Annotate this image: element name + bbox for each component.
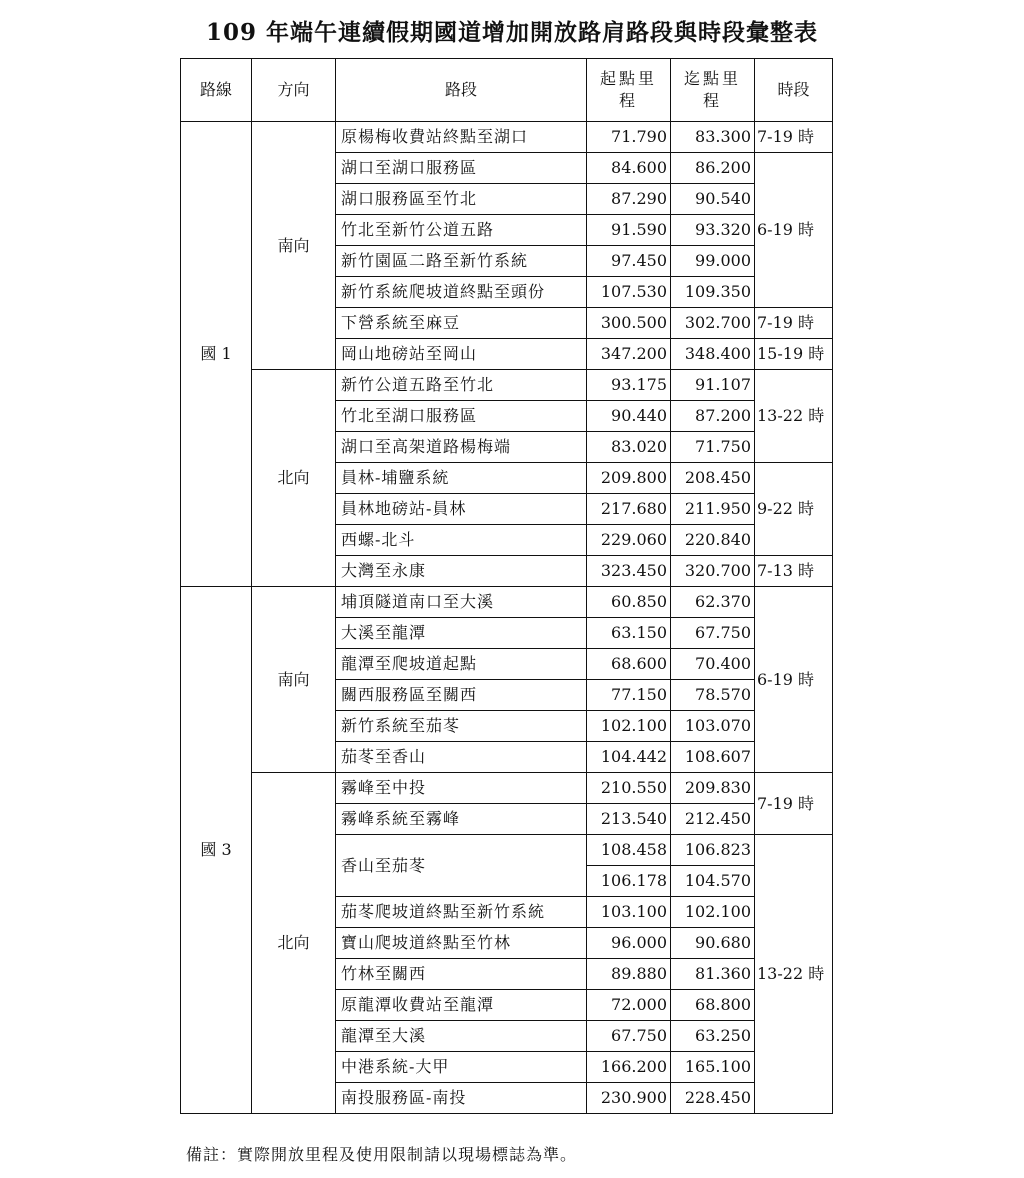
start-km-cell: 323.450 <box>587 556 671 587</box>
route-cell-freeway-1: 國 1 <box>181 122 252 587</box>
end-km-cell: 220.840 <box>671 525 755 556</box>
start-km-cell: 87.290 <box>587 184 671 215</box>
end-km-cell: 109.350 <box>671 277 755 308</box>
start-km-cell: 60.850 <box>587 587 671 618</box>
section-cell: 香山至茄苳 <box>336 835 587 897</box>
start-km-cell: 71.790 <box>587 122 671 153</box>
end-km-cell: 83.300 <box>671 122 755 153</box>
end-km-cell: 165.100 <box>671 1052 755 1083</box>
end-km-cell: 86.200 <box>671 153 755 184</box>
section-cell: 竹林至關西 <box>336 959 587 990</box>
direction-cell-north: 北向 <box>252 773 336 1114</box>
start-km-cell: 90.440 <box>587 401 671 432</box>
section-cell: 原龍潭收費站至龍潭 <box>336 990 587 1021</box>
end-km-cell: 63.250 <box>671 1021 755 1052</box>
section-cell: 龍潭至大溪 <box>336 1021 587 1052</box>
header-row <box>181 59 833 122</box>
section-cell: 下營系統至麻豆 <box>336 308 587 339</box>
end-km-cell: 90.680 <box>671 928 755 959</box>
end-km-cell: 87.200 <box>671 401 755 432</box>
start-km-cell: 210.550 <box>587 773 671 804</box>
section-cell: 茄苳至香山 <box>336 742 587 773</box>
period-cell: 6-19 時 <box>755 587 833 773</box>
end-km-cell: 62.370 <box>671 587 755 618</box>
end-km-cell: 99.000 <box>671 246 755 277</box>
end-km-cell: 91.107 <box>671 370 755 401</box>
section-cell: 寶山爬坡道終點至竹林 <box>336 928 587 959</box>
end-km-cell: 106.823 <box>671 835 755 866</box>
start-km-cell: 103.100 <box>587 897 671 928</box>
section-cell: 南投服務區-南投 <box>336 1083 587 1114</box>
start-km-cell: 72.000 <box>587 990 671 1021</box>
end-km-cell: 103.070 <box>671 711 755 742</box>
end-km-cell: 211.950 <box>671 494 755 525</box>
end-km-cell: 102.100 <box>671 897 755 928</box>
start-km-cell: 67.750 <box>587 1021 671 1052</box>
section-cell: 竹北至湖口服務區 <box>336 401 587 432</box>
table-row <box>181 122 833 153</box>
section-cell: 埔頂隧道南口至大溪 <box>336 587 587 618</box>
start-km-cell: 213.540 <box>587 804 671 835</box>
start-km-cell: 83.020 <box>587 432 671 463</box>
start-km-cell: 209.800 <box>587 463 671 494</box>
period-cell: 7-19 時 <box>755 308 833 339</box>
start-km-cell: 77.150 <box>587 680 671 711</box>
start-km-cell: 230.900 <box>587 1083 671 1114</box>
section-cell: 岡山地磅站至岡山 <box>336 339 587 370</box>
section-cell: 新竹園區二路至新竹系統 <box>336 246 587 277</box>
end-km-cell: 208.450 <box>671 463 755 494</box>
header-direction: 方向 <box>252 59 336 122</box>
end-km-cell: 67.750 <box>671 618 755 649</box>
start-km-cell: 97.450 <box>587 246 671 277</box>
period-cell: 13-22 時 <box>755 835 833 1114</box>
page-title: 109 年端午連續假期國道增加開放路肩路段與時段彙整表 <box>205 19 819 46</box>
section-cell: 茄苳爬坡道終點至新竹系統 <box>336 897 587 928</box>
start-km-cell: 300.500 <box>587 308 671 339</box>
section-cell: 關西服務區至關西 <box>336 680 587 711</box>
start-km-cell: 93.175 <box>587 370 671 401</box>
direction-cell-south: 南向 <box>252 587 336 773</box>
section-cell: 新竹系統至茄苳 <box>336 711 587 742</box>
start-km-cell: 91.590 <box>587 215 671 246</box>
header-section: 路段 <box>336 59 587 122</box>
table-row <box>181 370 833 401</box>
period-cell: 7-19 時 <box>755 122 833 153</box>
end-km-cell: 81.360 <box>671 959 755 990</box>
start-km-cell: 106.178 <box>587 866 671 897</box>
section-cell: 新竹系統爬坡道終點至頭份 <box>336 277 587 308</box>
end-km-cell: 90.540 <box>671 184 755 215</box>
period-cell: 7-19 時 <box>755 773 833 835</box>
start-km-cell: 68.600 <box>587 649 671 680</box>
end-km-cell: 78.570 <box>671 680 755 711</box>
start-km-cell: 104.442 <box>587 742 671 773</box>
end-km-cell: 209.830 <box>671 773 755 804</box>
end-km-cell: 348.400 <box>671 339 755 370</box>
start-km-cell: 347.200 <box>587 339 671 370</box>
header-start-km: 起點里程 <box>587 59 671 122</box>
start-km-cell: 84.600 <box>587 153 671 184</box>
end-km-cell: 108.607 <box>671 742 755 773</box>
period-cell: 7-13 時 <box>755 556 833 587</box>
end-km-cell: 228.450 <box>671 1083 755 1114</box>
start-km-cell: 107.530 <box>587 277 671 308</box>
start-km-cell: 108.458 <box>587 835 671 866</box>
footnote: 備註：實際開放里程及使用限制請以現場標誌為準。 <box>186 1145 578 1164</box>
header-route: 路線 <box>181 59 252 122</box>
table-row <box>181 773 833 804</box>
section-cell: 湖口至高架道路楊梅端 <box>336 432 587 463</box>
direction-cell-north: 北向 <box>252 370 336 587</box>
start-km-cell: 102.100 <box>587 711 671 742</box>
end-km-cell: 70.400 <box>671 649 755 680</box>
section-cell: 竹北至新竹公道五路 <box>336 215 587 246</box>
table-row <box>181 587 833 618</box>
shoulder-schedule-table <box>180 58 833 1114</box>
section-cell: 員林地磅站-員林 <box>336 494 587 525</box>
end-km-cell: 93.320 <box>671 215 755 246</box>
start-km-cell: 96.000 <box>587 928 671 959</box>
end-km-cell: 212.450 <box>671 804 755 835</box>
period-cell: 15-19 時 <box>755 339 833 370</box>
section-cell: 霧峰系統至霧峰 <box>336 804 587 835</box>
period-cell: 13-22 時 <box>755 370 833 463</box>
period-cell: 9-22 時 <box>755 463 833 556</box>
section-cell: 西螺-北斗 <box>336 525 587 556</box>
end-km-cell: 71.750 <box>671 432 755 463</box>
section-cell: 大溪至龍潭 <box>336 618 587 649</box>
start-km-cell: 166.200 <box>587 1052 671 1083</box>
end-km-cell: 68.800 <box>671 990 755 1021</box>
direction-cell-south: 南向 <box>252 122 336 370</box>
period-cell: 6-19 時 <box>755 153 833 308</box>
section-cell: 員林-埔鹽系統 <box>336 463 587 494</box>
start-km-cell: 217.680 <box>587 494 671 525</box>
end-km-cell: 104.570 <box>671 866 755 897</box>
header-end-km: 迄點里程 <box>671 59 755 122</box>
header-period: 時段 <box>755 59 833 122</box>
section-cell: 霧峰至中投 <box>336 773 587 804</box>
end-km-cell: 302.700 <box>671 308 755 339</box>
start-km-cell: 229.060 <box>587 525 671 556</box>
start-km-cell: 63.150 <box>587 618 671 649</box>
section-cell: 湖口至湖口服務區 <box>336 153 587 184</box>
end-km-cell: 320.700 <box>671 556 755 587</box>
start-km-cell: 89.880 <box>587 959 671 990</box>
section-cell: 龍潭至爬坡道起點 <box>336 649 587 680</box>
section-cell: 新竹公道五路至竹北 <box>336 370 587 401</box>
section-cell: 原楊梅收費站終點至湖口 <box>336 122 587 153</box>
section-cell: 大灣至永康 <box>336 556 587 587</box>
section-cell: 湖口服務區至竹北 <box>336 184 587 215</box>
section-cell: 中港系統-大甲 <box>336 1052 587 1083</box>
route-cell-freeway-3: 國 3 <box>181 587 252 1114</box>
